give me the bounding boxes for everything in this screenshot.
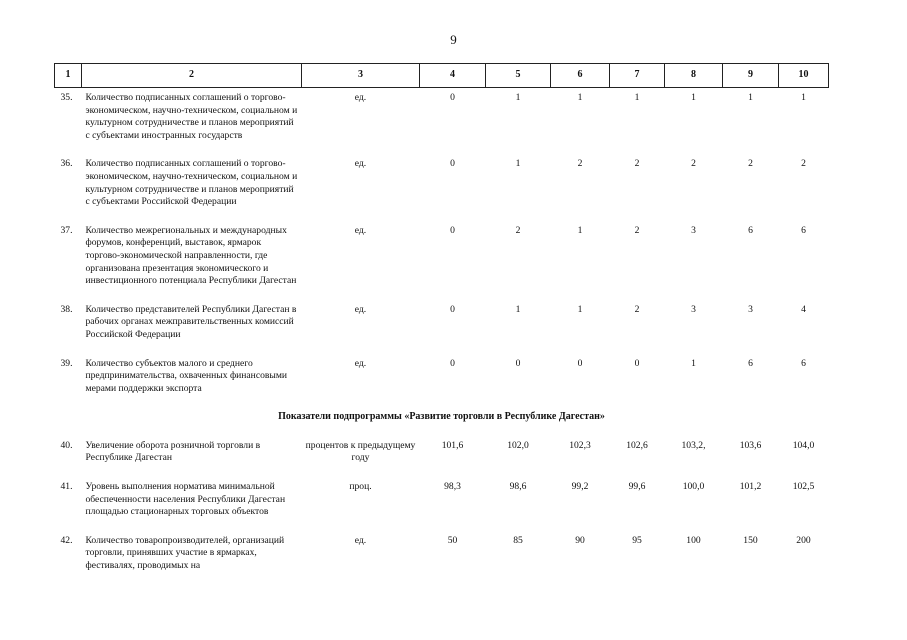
value-cell: 1 bbox=[748, 92, 753, 103]
value-cell: 100,0 bbox=[682, 481, 705, 493]
value-cell: 6 bbox=[801, 357, 806, 369]
value-cell: 6 bbox=[801, 224, 806, 236]
indicator-name: Количество представителей Республики Дагестан в рабочих органах межправительственных комиссий Российской Федерации bbox=[85, 303, 297, 340]
header-cell: 1 bbox=[55, 64, 82, 88]
unit: ед. bbox=[354, 158, 367, 170]
value-cell: 0 bbox=[634, 357, 640, 369]
unit: ед. bbox=[354, 92, 367, 103]
indicators-table bbox=[54, 63, 829, 585]
value-cell: 1 bbox=[577, 92, 583, 103]
value-cell: 6 bbox=[748, 357, 753, 369]
value-cell: 103,2, bbox=[681, 439, 706, 451]
row-number: 42. bbox=[60, 534, 73, 546]
value-cell: 0 bbox=[577, 357, 583, 369]
indicator-name: Увеличение оборота розничной торговли в Республике Дагестан bbox=[85, 439, 261, 464]
row-number: 37. bbox=[60, 224, 73, 236]
header-row bbox=[55, 64, 829, 88]
value-cell: 1 bbox=[634, 92, 640, 103]
table-row bbox=[55, 154, 829, 220]
value-cell: 104,0 bbox=[792, 439, 815, 451]
table-row bbox=[55, 300, 829, 354]
value-cell: 50 bbox=[447, 534, 458, 546]
header-cell: 5 bbox=[486, 64, 551, 88]
section-title: Показатели подпрограммы «Развитие торговли в Республике Дагестан» bbox=[278, 411, 605, 423]
indicator-name: Количество подписанных соглашений о торгово-экономическом, научно-техническом, социальном и культурном сотрудничестве и планов мероприятий с субъектами иностранных государств bbox=[85, 92, 298, 141]
value-cell: 4 bbox=[801, 303, 806, 315]
table-row bbox=[55, 88, 829, 155]
value-cell: 98,3 bbox=[444, 481, 461, 493]
indicator-name: Количество межрегиональных и международных форумов, конференций, выставок, ярмарок торгово-экономической направленности, где организована презентация экономического и инвестиционного потенциала Республики Дагестан bbox=[85, 224, 297, 287]
value-cell: 2 bbox=[748, 158, 753, 170]
value-cell: 0 bbox=[450, 92, 455, 103]
value-cell: 1 bbox=[515, 303, 521, 315]
unit: ед. bbox=[354, 534, 367, 546]
value-cell: 95 bbox=[632, 534, 642, 546]
value-cell: 6 bbox=[748, 224, 753, 236]
header-cell: 8 bbox=[665, 64, 723, 88]
value-cell: 0 bbox=[450, 224, 455, 236]
value-cell: 102,0 bbox=[507, 439, 529, 451]
unit: ед. bbox=[354, 303, 367, 315]
header-cell: 7 bbox=[610, 64, 665, 88]
value-cell: 0 bbox=[450, 357, 455, 369]
value-cell: 103,6 bbox=[739, 439, 762, 451]
table-row bbox=[55, 531, 829, 585]
row-number: 40. bbox=[60, 439, 73, 451]
row-number: 35. bbox=[60, 92, 73, 103]
unit: ед. bbox=[354, 357, 367, 369]
table-row bbox=[55, 477, 829, 531]
value-cell: 1 bbox=[691, 357, 696, 369]
header-cell: 4 bbox=[420, 64, 486, 88]
value-cell: 1 bbox=[577, 224, 583, 236]
value-cell: 150 bbox=[743, 534, 758, 546]
unit: процентов к предыдущему году bbox=[305, 439, 416, 464]
value-cell: 1 bbox=[577, 303, 583, 315]
row-number: 39. bbox=[60, 357, 73, 369]
header-cell: 3 bbox=[302, 64, 420, 88]
section-row bbox=[55, 407, 829, 436]
header-cell: 2 bbox=[82, 64, 302, 88]
value-cell: 99,6 bbox=[628, 481, 646, 493]
table-row bbox=[55, 221, 829, 300]
value-cell: 2 bbox=[515, 224, 521, 236]
value-cell: 98,6 bbox=[509, 481, 527, 493]
value-cell: 85 bbox=[513, 534, 523, 546]
indicator-name: Уровень выполнения норматива минимальной обеспеченности населения Республики Дагестан площадью стационарных торговых объектов bbox=[85, 481, 286, 518]
value-cell: 2 bbox=[634, 303, 640, 315]
value-cell: 0 bbox=[450, 303, 455, 315]
value-cell: 200 bbox=[796, 534, 811, 546]
indicator-name: Количество подписанных соглашений о торгово-экономическом, научно-техническом, социальном и культурном сотрудничестве и планов мероприятий с субъектами Российской Федерации bbox=[85, 158, 298, 208]
value-cell: 1 bbox=[801, 92, 806, 103]
value-cell: 2 bbox=[634, 224, 640, 236]
value-cell: 102,6 bbox=[626, 439, 648, 451]
value-cell: 90 bbox=[575, 534, 585, 546]
value-cell: 2 bbox=[691, 158, 696, 170]
indicator-name: Количество субъектов малого и среднего предпринимательства, охваченных финансовыми мерами поддержки экспорта bbox=[85, 357, 288, 394]
value-cell: 101,6 bbox=[441, 439, 464, 451]
value-cell: 0 bbox=[450, 158, 455, 170]
value-cell: 3 bbox=[748, 303, 753, 315]
value-cell: 1 bbox=[515, 158, 521, 170]
table-row bbox=[55, 436, 829, 477]
value-cell: 101,2 bbox=[739, 481, 762, 493]
row-number: 41. bbox=[60, 481, 73, 493]
value-cell: 99,2 bbox=[571, 481, 589, 493]
header-cell: 10 bbox=[779, 64, 829, 88]
row-number: 36. bbox=[60, 158, 73, 170]
header-cell: 6 bbox=[551, 64, 610, 88]
page-number: 9 bbox=[450, 32, 457, 47]
value-cell: 1 bbox=[515, 92, 521, 103]
value-cell: 3 bbox=[691, 303, 696, 315]
value-cell: 0 bbox=[515, 357, 521, 369]
unit: ед. bbox=[354, 224, 367, 236]
indicator-name: Количество товаропроизводителей, организаций торговли, принявших участие в ярмарках, фестивалях, проводимых на bbox=[85, 534, 285, 572]
value-cell: 2 bbox=[577, 158, 583, 170]
value-cell: 2 bbox=[634, 158, 640, 170]
value-cell: 102,5 bbox=[792, 481, 815, 493]
value-cell: 1 bbox=[691, 92, 696, 103]
value-cell: 2 bbox=[801, 158, 806, 170]
table-row bbox=[55, 354, 829, 408]
value-cell: 100 bbox=[686, 534, 701, 546]
value-cell: 102,3 bbox=[569, 439, 591, 451]
row-number: 38. bbox=[60, 303, 73, 315]
value-cell: 3 bbox=[691, 224, 696, 236]
header-cell: 9 bbox=[723, 64, 779, 88]
unit: проц. bbox=[349, 481, 372, 493]
